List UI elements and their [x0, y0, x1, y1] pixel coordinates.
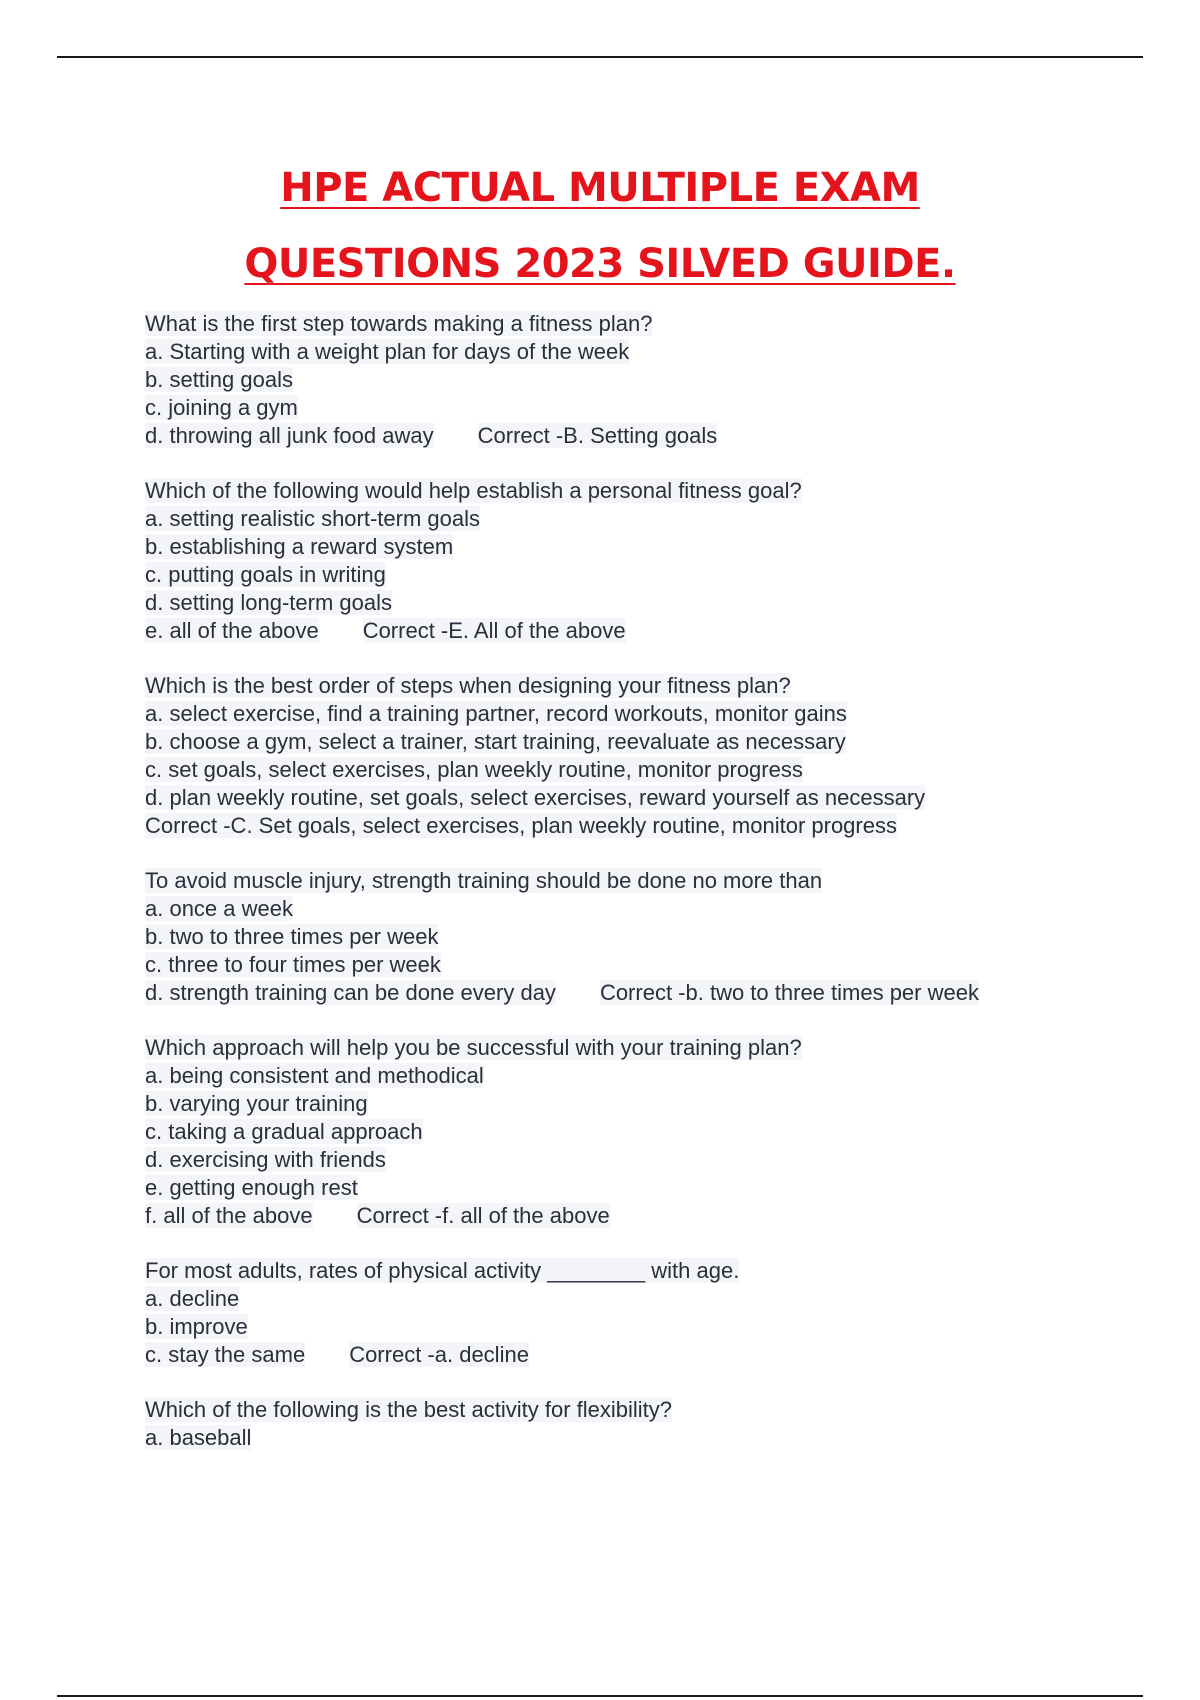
option-d-with-answer: d. throwing all junk food away Correct -B. Setting goals: [145, 423, 718, 448]
option-c: c. three to four times per week: [145, 952, 441, 977]
option-b: b. two to three times per week: [145, 924, 439, 949]
option-b: b. varying your training: [145, 1091, 368, 1116]
option-b: b. choose a gym, select a trainer, start training, reevaluate as necessary: [145, 729, 846, 754]
question-prompt: Which of the following would help establish a personal fitness goal?: [145, 478, 802, 503]
option-c: c. joining a gym: [145, 395, 298, 420]
answer: Correct -f. all of the above: [356, 1203, 610, 1228]
option-e-with-answer: e. all of the above Correct -E. All of the above: [145, 618, 626, 643]
question-1: [145, 310, 1085, 450]
option-a: a. Starting with a weight plan for days of the week: [145, 339, 630, 364]
title-line-2: QUESTIONS 2023 SILVED GUIDE.: [244, 241, 956, 287]
answer: Correct -E. All of the above: [362, 618, 626, 643]
option-d-with-answer: d. strength training can be done every day Correct -b. two to three times per week: [145, 980, 979, 1005]
answer: Correct -B. Setting goals: [477, 423, 718, 448]
answer: Correct -b. two to three times per week: [599, 980, 979, 1005]
question-6: [145, 1257, 1085, 1369]
option-d: d. setting long-term goals: [145, 590, 393, 615]
option-f-with-answer: f. all of the above Correct -f. all of the above: [145, 1203, 610, 1228]
option-a: a. once a week: [145, 896, 293, 921]
question-5: [145, 1034, 1085, 1230]
question-4: [145, 867, 1085, 1007]
option-c-with-answer: c. stay the same Correct -a. decline: [145, 1342, 529, 1367]
option-c: c. set goals, select exercises, plan weekly routine, monitor progress: [145, 757, 803, 782]
question-prompt: Which approach will help you be successful with your training plan?: [145, 1035, 802, 1060]
bottom-rule: [57, 1695, 1143, 1697]
option-d: d. plan weekly routine, set goals, select exercises, reward yourself as necessary: [145, 785, 926, 810]
question-prompt: To avoid muscle injury, strength training should be done no more than: [145, 868, 823, 893]
answer: Correct -a. decline: [349, 1342, 529, 1367]
question-prompt: What is the first step towards making a fitness plan?: [145, 311, 653, 336]
document-title: [0, 150, 1200, 302]
option-c: c. taking a gradual approach: [145, 1119, 423, 1144]
question-3: [145, 672, 1085, 840]
question-list: [145, 310, 1085, 1479]
option-a: a. baseball: [145, 1425, 252, 1450]
question-prompt: Which is the best order of steps when designing your fitness plan?: [145, 673, 791, 698]
question-2: [145, 477, 1085, 645]
option-e: e. getting enough rest: [145, 1175, 358, 1200]
option-a: a. setting realistic short-term goals: [145, 506, 481, 531]
question-7: [145, 1396, 1085, 1452]
option-b: b. improve: [145, 1314, 248, 1339]
answer: Correct -C. Set goals, select exercises, plan weekly routine, monitor progress: [145, 813, 897, 838]
option-b: b. setting goals: [145, 367, 293, 392]
question-prompt: Which of the following is the best activity for flexibility?: [145, 1397, 673, 1422]
option-b: b. establishing a reward system: [145, 534, 454, 559]
title-line-1: HPE ACTUAL MULTIPLE EXAM: [280, 165, 920, 211]
option-d: d. exercising with friends: [145, 1147, 386, 1172]
option-a: a. select exercise, find a training partner, record workouts, monitor gains: [145, 701, 847, 726]
question-prompt: For most adults, rates of physical activity ________ with age.: [145, 1258, 740, 1283]
option-a: a. decline: [145, 1286, 240, 1311]
option-c: c. putting goals in writing: [145, 562, 386, 587]
top-rule: [57, 56, 1143, 58]
option-a: a. being consistent and methodical: [145, 1063, 484, 1088]
